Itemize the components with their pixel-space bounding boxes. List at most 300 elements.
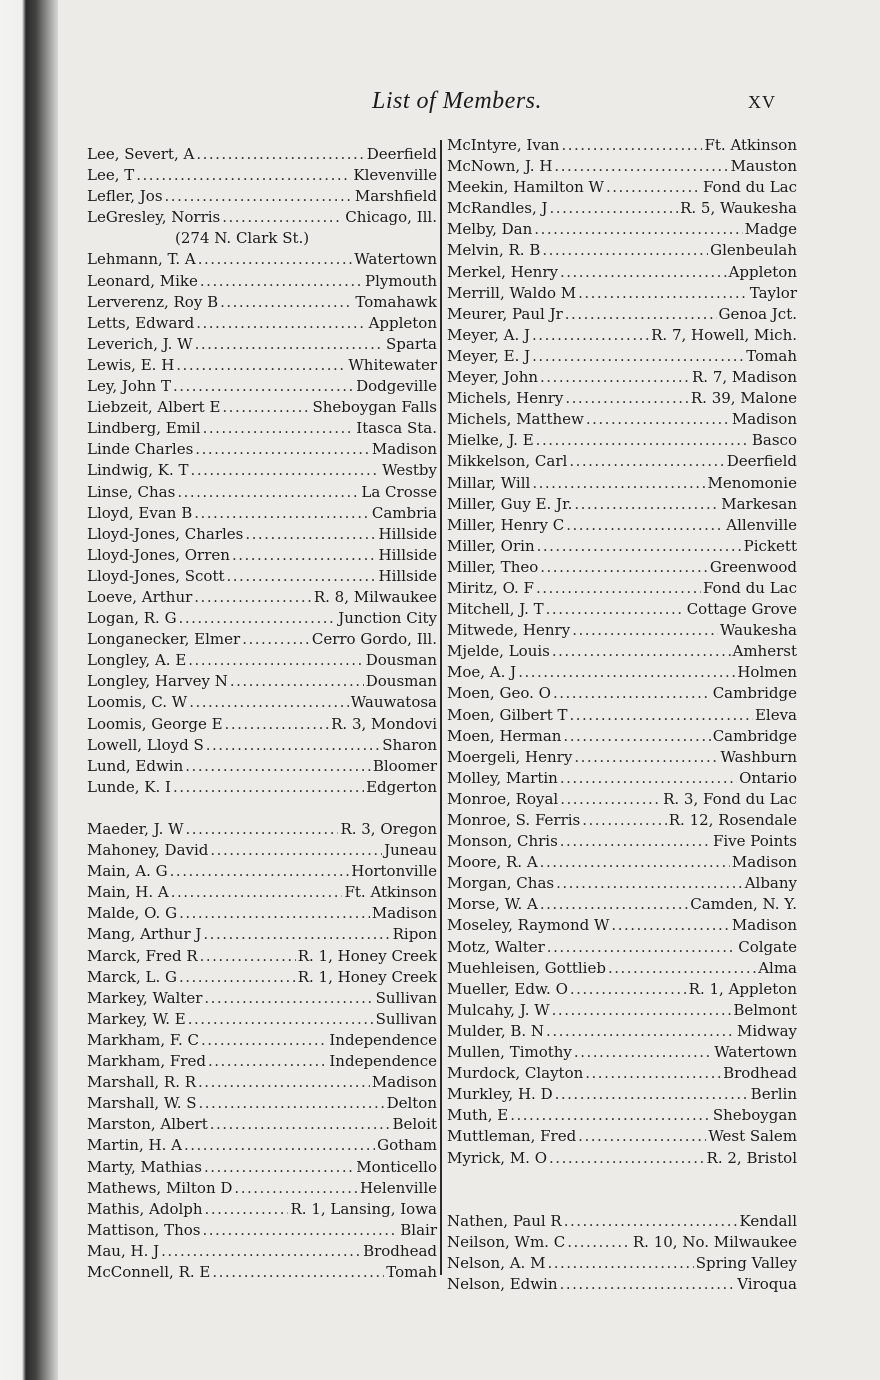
leader-dots — [194, 587, 312, 608]
member-entry — [87, 819, 437, 840]
member-location: Sullivan — [375, 1009, 437, 1028]
member-location: Belmont — [733, 1000, 797, 1019]
member-name: Lee, T — [87, 166, 135, 185]
leader-dots — [188, 1009, 374, 1030]
member-entry — [447, 325, 797, 346]
member-location: Waukesha — [720, 621, 797, 640]
leader-dots — [542, 240, 708, 261]
member-entry — [447, 135, 797, 156]
leader-dots — [188, 650, 363, 671]
member-location: R. 7, Howell, Mich. — [651, 325, 797, 344]
leader-dots — [552, 1000, 732, 1021]
member-entry — [447, 1148, 797, 1169]
leader-dots — [572, 620, 718, 641]
member-location: Brodhead — [363, 1241, 437, 1260]
leader-dots — [560, 262, 727, 283]
leader-dots — [546, 599, 685, 620]
leader-dots — [578, 1126, 706, 1147]
member-name: Michels, Matthew — [447, 410, 584, 429]
member-name: (274 N. Clark St.) — [175, 229, 310, 248]
leader-dots — [534, 219, 742, 240]
member-name: Lunde, K. I — [87, 777, 171, 796]
leader-dots — [549, 1148, 705, 1169]
member-name: Morgan, Chas — [447, 874, 555, 893]
member-entry — [87, 1051, 437, 1072]
section-gap — [447, 1169, 797, 1190]
member-name: Martin, H. A — [87, 1136, 182, 1155]
member-entry — [87, 756, 437, 777]
member-entry — [87, 1157, 437, 1178]
leader-dots — [540, 557, 708, 578]
leader-dots — [570, 979, 687, 1000]
member-location: La Crosse — [361, 482, 437, 501]
member-location: Albany — [744, 874, 797, 893]
member-entry — [87, 186, 437, 207]
leader-dots — [206, 735, 381, 756]
member-location: Tomah — [386, 1262, 437, 1281]
leader-dots — [205, 1199, 289, 1220]
member-name: Melvin, R. B — [447, 241, 541, 260]
leader-dots — [553, 683, 711, 704]
member-entry — [447, 810, 797, 831]
member-entry — [87, 1114, 437, 1135]
member-entry — [447, 1021, 797, 1042]
member-location: Junction City — [338, 609, 437, 628]
leader-dots — [225, 714, 330, 735]
member-name: Loomis, George E — [87, 714, 223, 733]
leader-dots — [556, 873, 743, 894]
member-location: Appleton — [728, 262, 797, 281]
member-location: Watertown — [714, 1043, 797, 1062]
leader-dots — [212, 1262, 384, 1283]
member-location: R. 5, Waukesha — [680, 199, 797, 218]
member-name: Linse, Chas — [87, 482, 176, 501]
member-location: Greenwood — [709, 557, 797, 576]
member-name: Miritz, O. F — [447, 578, 534, 597]
member-name: Mathis, Adolph — [87, 1199, 203, 1218]
leader-dots — [195, 439, 370, 460]
member-entry — [447, 430, 797, 451]
member-name: Main, A. G — [87, 862, 168, 881]
member-location: Colgate — [738, 937, 797, 956]
member-location: Klevenville — [353, 166, 437, 185]
member-location: Cambridge — [712, 684, 797, 703]
leader-dots — [204, 1157, 354, 1178]
member-name: Merrill, Waldo M — [447, 283, 577, 302]
leader-dots — [510, 1105, 711, 1126]
member-entry — [87, 629, 437, 650]
member-entry — [447, 219, 797, 240]
leader-dots — [565, 388, 688, 409]
member-location: Madison — [731, 853, 797, 872]
member-location: Fond du Lac — [703, 178, 797, 197]
member-name: Leonard, Mike — [87, 271, 198, 290]
member-entry — [87, 271, 437, 292]
member-name: Moen, Herman — [447, 726, 562, 745]
member-entry — [87, 777, 437, 798]
member-entry — [87, 692, 437, 713]
member-location: Fond du Lac — [703, 578, 797, 597]
member-name: Merkel, Henry — [447, 262, 558, 281]
member-location: Taylor — [749, 283, 797, 302]
member-location: Sparta — [386, 334, 437, 353]
member-entry — [87, 292, 437, 313]
member-location: Hillside — [378, 524, 437, 543]
member-name: Mueller, Edw. O — [447, 979, 568, 998]
member-location: Tomah — [746, 346, 797, 365]
member-entry — [447, 894, 797, 915]
leader-dots — [569, 451, 724, 472]
member-location: Gotham — [377, 1136, 437, 1155]
member-location: Cambria — [371, 503, 437, 522]
member-entry — [87, 1135, 437, 1156]
member-entry — [87, 735, 437, 756]
member-name: Lloyd-Jones, Scott — [87, 566, 225, 585]
member-location: Glenbeulah — [710, 241, 797, 260]
member-location: Madison — [371, 440, 437, 459]
member-location: Watertown — [354, 250, 437, 269]
member-entry — [87, 1241, 437, 1262]
member-entry — [447, 494, 797, 515]
member-location: Alma — [758, 958, 797, 977]
member-name: Motz, Walter — [447, 937, 545, 956]
member-location: West Salem — [708, 1127, 797, 1146]
leader-dots — [540, 894, 688, 915]
member-name: Lloyd, Evan B — [87, 503, 193, 522]
member-entry — [87, 503, 437, 524]
member-entry — [447, 388, 797, 409]
leader-dots — [547, 937, 736, 958]
member-entry — [447, 557, 797, 578]
leader-dots — [199, 1093, 385, 1114]
member-location: R. 2, Bristol — [706, 1148, 797, 1167]
leader-dots — [161, 1241, 361, 1262]
leader-dots — [578, 283, 748, 304]
leader-dots — [550, 198, 679, 219]
member-name: Mulcahy, J. W — [447, 1000, 550, 1019]
leader-dots — [227, 566, 377, 587]
member-entry — [447, 1126, 797, 1147]
member-entry — [447, 705, 797, 726]
section-gap — [87, 798, 437, 819]
member-entry — [87, 1199, 437, 1220]
leader-dots — [176, 355, 346, 376]
leader-dots — [574, 494, 719, 515]
member-name: Moore, R. A — [447, 853, 538, 872]
member-entry — [87, 1178, 437, 1199]
member-name: Miller, Guy E. Jr. — [447, 494, 573, 513]
member-name: Lloyd-Jones, Charles — [87, 524, 244, 543]
member-name: Letts, Edward — [87, 313, 195, 332]
leader-dots — [245, 524, 376, 545]
member-location: Sharon — [382, 735, 437, 754]
member-location: Monticello — [356, 1157, 437, 1176]
member-entry — [87, 714, 437, 735]
member-name: Lindberg, Emil — [87, 419, 201, 438]
member-name: Linde Charles — [87, 440, 194, 459]
member-entry — [447, 1211, 797, 1232]
member-entry — [87, 144, 437, 165]
page-number: XV — [748, 92, 776, 112]
member-entry — [87, 988, 437, 1009]
member-location: Madison — [371, 1073, 437, 1092]
member-location: Westby — [382, 461, 437, 480]
leader-dots — [165, 186, 353, 207]
member-location: Sullivan — [375, 988, 437, 1007]
leader-dots — [198, 249, 353, 270]
member-entry — [87, 1009, 437, 1030]
leader-dots — [608, 958, 756, 979]
leader-dots — [177, 482, 359, 503]
member-name: Lefler, Jos — [87, 187, 163, 206]
member-entry — [87, 1262, 437, 1283]
leader-dots — [232, 545, 377, 566]
leader-dots — [179, 608, 337, 629]
leader-dots — [136, 165, 351, 186]
leader-dots — [586, 409, 730, 430]
leader-dots — [201, 1030, 327, 1051]
member-entry — [87, 924, 437, 945]
leader-dots — [546, 1021, 735, 1042]
member-entry — [87, 903, 437, 924]
member-location: Five Points — [712, 832, 797, 851]
member-entry — [87, 439, 437, 460]
leader-dots — [204, 988, 373, 1009]
member-name: Meyer, John — [447, 368, 539, 387]
member-entry — [87, 1093, 437, 1114]
member-location: Beloit — [392, 1115, 437, 1134]
member-list-right-column — [447, 135, 797, 1295]
member-entry — [447, 409, 797, 430]
leader-dots — [532, 473, 705, 494]
member-entry — [87, 840, 437, 861]
leader-dots — [230, 671, 364, 692]
leader-dots — [611, 915, 729, 936]
member-entry — [87, 334, 437, 355]
member-location: Amherst — [732, 642, 797, 661]
leader-dots — [191, 460, 381, 481]
member-entry — [87, 418, 437, 439]
member-name: Morse, W. A — [447, 895, 538, 914]
member-location: Menomonie — [707, 473, 797, 492]
leader-dots — [555, 1084, 749, 1105]
member-name: Miller, Henry C — [447, 515, 565, 534]
member-location: Cambridge — [712, 726, 797, 745]
member-location: Kendall — [739, 1211, 797, 1230]
member-entry — [87, 397, 437, 418]
member-name: Markey, W. E — [87, 1009, 186, 1028]
leader-dots — [540, 367, 690, 388]
member-entry — [447, 1253, 797, 1274]
member-name: Liebzeit, Albert E — [87, 398, 221, 417]
member-name: Miller, Theo — [447, 557, 539, 576]
member-entry — [87, 524, 437, 545]
member-name: Longley, Harvey N — [87, 672, 228, 691]
member-location: R. 1, Appleton — [688, 979, 797, 998]
member-entry — [447, 1042, 797, 1063]
member-entry — [447, 1274, 797, 1295]
member-entry — [87, 967, 437, 988]
member-entry — [447, 726, 797, 747]
member-list-left-column — [87, 144, 437, 1283]
leader-dots — [203, 924, 390, 945]
member-name: Lloyd-Jones, Orren — [87, 545, 230, 564]
member-location: Appleton — [368, 313, 437, 332]
member-name: Lindwig, K. T — [87, 461, 189, 480]
leader-dots — [560, 831, 711, 852]
member-location: Madison — [371, 904, 437, 923]
member-entry — [447, 641, 797, 662]
member-name: Moergeli, Henry — [447, 747, 573, 766]
member-name: Nathen, Paul R — [447, 1211, 562, 1230]
member-entry — [447, 473, 797, 494]
leader-dots — [242, 629, 310, 650]
leader-dots — [585, 1063, 721, 1084]
member-entry — [87, 587, 437, 608]
leader-dots — [171, 882, 343, 903]
member-location: Plymouth — [365, 271, 437, 290]
member-name: Mitwede, Henry — [447, 621, 571, 640]
member-location: R. 1, Honey Creek — [297, 946, 437, 965]
leader-dots — [208, 1051, 327, 1072]
member-name: Mielke, J. E — [447, 431, 534, 450]
leader-dots — [198, 1072, 370, 1093]
leader-dots — [560, 1274, 736, 1295]
member-entry — [447, 1084, 797, 1105]
member-name: Mattison, Thos — [87, 1220, 201, 1239]
leader-dots — [234, 1178, 358, 1199]
member-entry — [447, 789, 797, 810]
member-entry — [87, 482, 437, 503]
leader-dots — [222, 207, 343, 228]
member-location: Madge — [744, 220, 797, 239]
leader-dots — [200, 271, 363, 292]
member-entry — [447, 262, 797, 283]
member-name: Murkley, H. D — [447, 1085, 553, 1104]
member-location: R. 10, No. Milwaukee — [632, 1232, 797, 1251]
member-entry — [447, 620, 797, 641]
member-entry — [447, 768, 797, 789]
member-location: Whitewater — [348, 355, 437, 374]
leader-dots — [554, 156, 728, 177]
member-entry — [447, 747, 797, 768]
member-name: McNown, J. H — [447, 157, 553, 176]
member-location: Sheboygan Falls — [312, 398, 437, 417]
member-name: Markey, Walter — [87, 988, 203, 1007]
leader-dots — [185, 756, 371, 777]
member-name: Lowell, Lloyd S — [87, 735, 204, 754]
member-name: Lerverenz, Roy B — [87, 292, 219, 311]
member-entry — [447, 915, 797, 936]
member-name: Monroe, S. Ferris — [447, 811, 581, 829]
member-location: Madison — [731, 410, 797, 429]
member-name: Neilson, Wm. C — [447, 1232, 566, 1251]
member-name: Mitchell, J. T — [447, 600, 544, 619]
member-entry — [87, 671, 437, 692]
member-entry — [447, 578, 797, 599]
member-entry — [87, 545, 437, 566]
member-name: Mau, H. J — [87, 1241, 160, 1260]
member-name: Longanecker, Elmer — [87, 630, 241, 649]
member-location: Independence — [329, 1030, 437, 1049]
member-entry — [447, 1063, 797, 1084]
member-name: McConnell, R. E — [87, 1262, 211, 1281]
leader-dots — [532, 346, 744, 367]
member-name: Leverich, J. W — [87, 334, 193, 353]
leader-dots — [582, 810, 667, 831]
member-location: Hillside — [378, 545, 437, 564]
member-name: Markham, F. C — [87, 1030, 200, 1049]
leader-dots — [203, 418, 355, 439]
member-entry — [87, 249, 437, 270]
member-name: Marshall, W. S — [87, 1094, 197, 1113]
member-name: Nelson, Edwin — [447, 1275, 558, 1294]
member-entry — [447, 304, 797, 325]
leader-dots — [565, 304, 717, 325]
leader-dots — [195, 334, 384, 355]
member-location: Washburn — [720, 747, 797, 766]
member-name: Murdock, Clayton — [447, 1064, 584, 1083]
section-gap — [447, 1190, 797, 1211]
member-name: Monson, Chris — [447, 832, 558, 851]
member-location: Ft. Atkinson — [344, 883, 437, 902]
member-location: Ontario — [739, 768, 797, 787]
member-name: Moen, Gilbert T — [447, 705, 568, 724]
leader-dots — [179, 967, 296, 988]
member-entry — [447, 451, 797, 472]
leader-dots — [567, 1232, 631, 1253]
member-entry — [87, 376, 437, 397]
member-location: R. 3, Fond du Lac — [663, 789, 797, 808]
member-entry — [447, 937, 797, 958]
member-location: Juneau — [384, 841, 437, 860]
member-name: Mang, Arthur J — [87, 925, 202, 944]
member-name: McRandles, J — [447, 199, 548, 218]
member-location: Sheboygan — [712, 1106, 797, 1125]
member-name: Meyer, A. J — [447, 325, 531, 344]
leader-dots — [560, 789, 661, 810]
member-entry — [87, 1030, 437, 1051]
member-name: Marston, Albert — [87, 1115, 208, 1134]
member-location: Brodhead — [723, 1064, 797, 1083]
leader-dots — [179, 903, 370, 924]
member-entry — [447, 283, 797, 304]
member-location: R. 3, Mondovi — [331, 714, 437, 733]
member-entry — [87, 882, 437, 903]
member-name: Molley, Martin — [447, 768, 558, 787]
leader-dots — [570, 705, 753, 726]
column-divider — [440, 140, 442, 1275]
member-location: Eleva — [754, 705, 797, 724]
member-entry — [447, 536, 797, 557]
leader-dots — [537, 536, 742, 557]
member-location: Helenville — [359, 1178, 437, 1197]
leader-dots — [606, 177, 701, 198]
member-name: Loeve, Arthur — [87, 587, 193, 606]
leader-dots — [563, 726, 710, 747]
leader-dots — [173, 376, 354, 397]
member-entry — [447, 515, 797, 536]
member-location: R. 39, Malone — [690, 389, 797, 408]
member-location: Mauston — [730, 157, 797, 176]
member-name: Moseley, Raymond W — [447, 916, 610, 935]
member-location: Marshfield — [354, 187, 437, 206]
leader-dots — [518, 662, 735, 683]
member-entry — [447, 831, 797, 852]
leader-dots — [552, 641, 731, 662]
member-entry — [447, 852, 797, 873]
member-name: Mikkelson, Carl — [447, 452, 568, 471]
